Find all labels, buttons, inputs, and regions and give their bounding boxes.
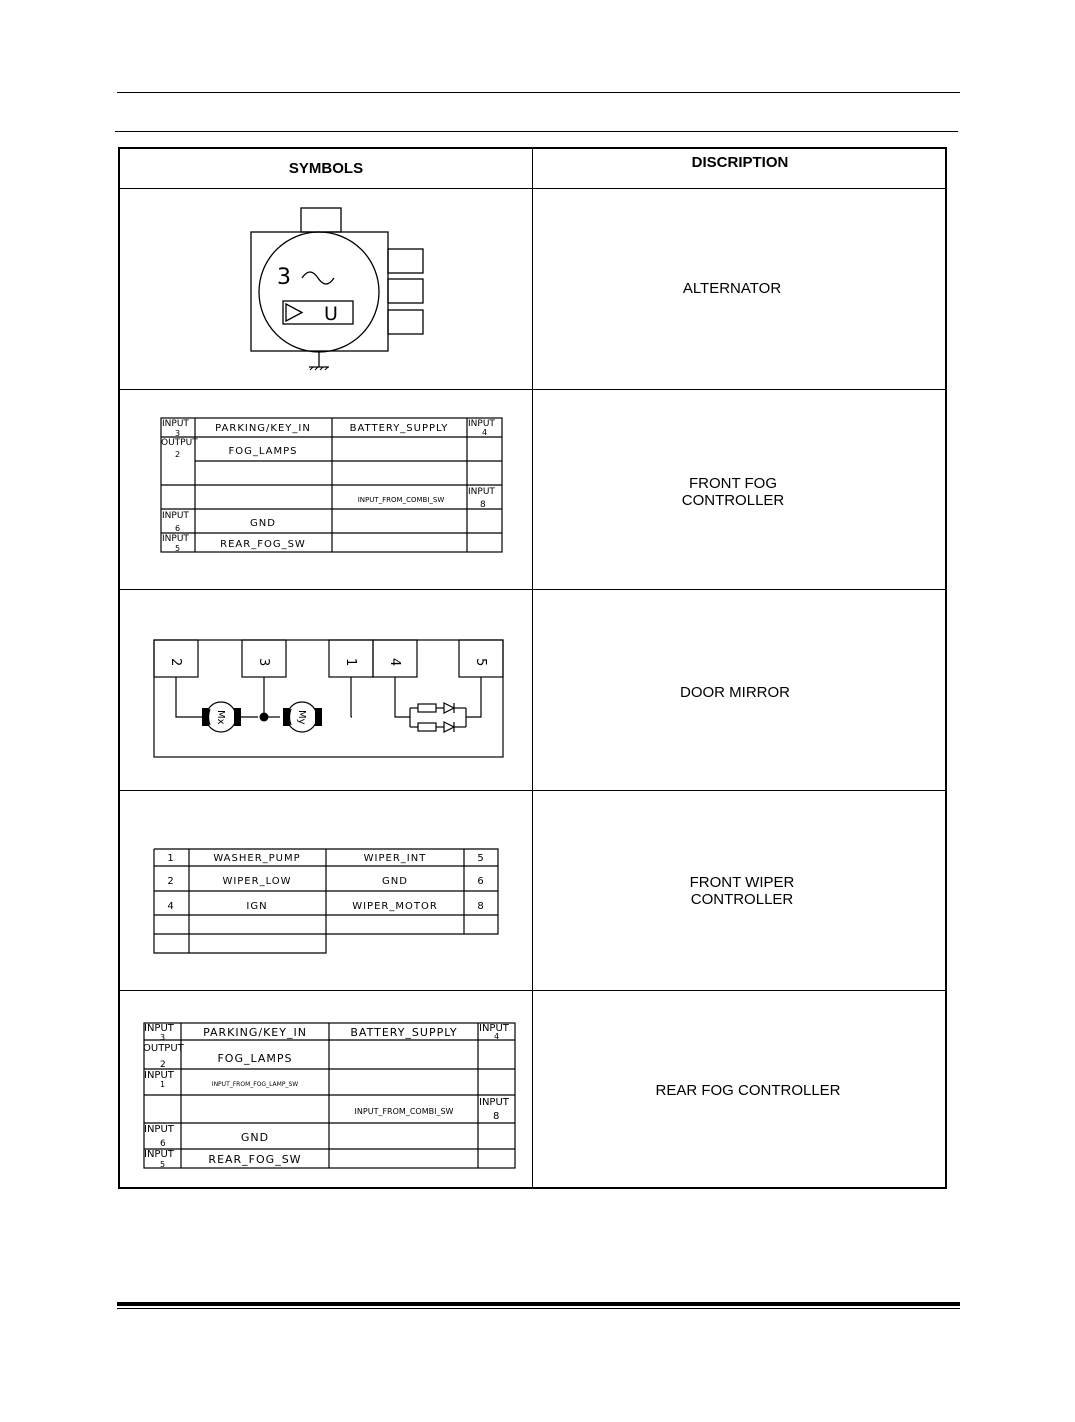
ac-wave-icon	[302, 272, 334, 284]
rfc-pin-number: 2	[160, 1060, 166, 1070]
ffc-pin-number: 3	[175, 429, 181, 438]
fwc-label-right: WIPER_INT	[363, 853, 427, 864]
rfc-pin-number: 6	[160, 1139, 166, 1149]
fwc-pin-right: 6	[477, 876, 485, 887]
rfc-label-combi: INPUT_FROM_COMBI_SW	[354, 1107, 454, 1116]
terminal-label: 2	[168, 658, 183, 667]
fwc-label-right: GND	[382, 876, 408, 887]
alternator-circle	[259, 232, 379, 352]
fwc-label-left: WIPER_LOW	[222, 876, 292, 887]
motor-brush	[315, 708, 322, 726]
fwc-pin-left: 2	[167, 876, 175, 887]
rfc-label-rear-fog-sw: REAR_FOG_SW	[208, 1153, 302, 1166]
row-divider	[120, 589, 945, 590]
ffc-pin-input4: INPUT	[468, 419, 495, 429]
ffc-pin-input6: INPUT	[162, 511, 189, 521]
ffc-label-combi: INPUT_FROM_COMBI_SW	[357, 496, 445, 504]
regulator-box	[283, 301, 353, 324]
fwc-label-left: WASHER_PUMP	[213, 853, 301, 864]
junction-dot	[260, 713, 269, 722]
alternator-body	[251, 232, 388, 351]
fwc-pin-left: 1	[167, 853, 175, 864]
rfc-pin-number: 1	[160, 1080, 166, 1089]
rear-fog-controller-symbol	[138, 1019, 518, 1174]
terminal-label: 5	[473, 658, 488, 667]
top-rule	[117, 92, 960, 93]
ffc-pin-number: 4	[482, 428, 488, 437]
ffc-label-parking: PARKING/KEY_IN	[215, 423, 311, 434]
phase-label: 3	[277, 265, 291, 290]
regulator-triangle-icon	[286, 304, 302, 321]
footer-rule-thick	[117, 1302, 960, 1306]
front-fog-controller-description: FRONT FOG CONTROLLER	[681, 475, 785, 509]
ffc-pin-number: 2	[175, 450, 181, 459]
lamp-resistor-icon	[418, 704, 436, 712]
rfc-label-fog-lamps: FOG_LAMPS	[217, 1052, 293, 1065]
front-fog-controller-symbol	[155, 414, 515, 559]
terminal-label: 3	[256, 658, 271, 667]
alternator-terminal	[388, 310, 423, 334]
rfc-pin-number: 5	[160, 1160, 166, 1169]
alternator-terminal	[388, 249, 423, 273]
ffc-pin-input5: INPUT	[162, 534, 189, 544]
rfc-pin-input4: INPUT	[479, 1023, 509, 1034]
motor-brush	[234, 708, 241, 726]
motor-mx-label: Mx	[215, 710, 226, 725]
alternator-terminal	[388, 279, 423, 303]
front-wiper-controller-symbol	[150, 846, 505, 958]
fwc-label-left: IGN	[246, 901, 268, 912]
alternator-top-terminal	[301, 208, 341, 232]
ffc-label-battery: BATTERY_SUPPLY	[349, 423, 449, 434]
diode-icon	[444, 703, 454, 713]
fwc-label-right: WIPER_MOTOR	[352, 901, 438, 912]
alternator-symbol	[240, 200, 440, 380]
regulator-label: U	[324, 303, 338, 325]
ffc-pin-input3: INPUT	[162, 419, 189, 429]
front-wiper-controller-description: FRONT WIPER CONTROLLER	[689, 874, 795, 908]
row-divider	[120, 389, 945, 390]
door-mirror-description: DOOR MIRROR	[680, 684, 790, 701]
lamp-resistor-icon	[418, 723, 436, 731]
terminal-label: 1	[343, 658, 358, 667]
rfc-label-parking: PARKING/KEY_IN	[203, 1026, 307, 1039]
rfc-pin-number: 4	[494, 1032, 500, 1041]
rfc-pin-input1: INPUT	[144, 1070, 174, 1081]
ffc-label-gnd: GND	[250, 518, 276, 529]
door-mirror-symbol	[150, 636, 510, 762]
rfc-label-gnd: GND	[240, 1131, 270, 1144]
motor-brush	[202, 708, 209, 726]
ffc-pin-input8: INPUT	[468, 487, 495, 497]
ffc-label-rear-fog-sw: REAR_FOG_SW	[220, 539, 306, 550]
terminal-label: 4	[387, 658, 402, 667]
row-divider	[120, 790, 945, 791]
header-rule	[115, 131, 958, 132]
footer-rule-thin	[117, 1308, 960, 1309]
ffc-pin-number: 6	[175, 524, 181, 533]
diode-icon	[444, 722, 454, 732]
ffc-pin-number: 8	[480, 500, 486, 510]
motor-my-label: My	[296, 710, 307, 725]
rfc-pin-output2: OUTPUT	[143, 1043, 184, 1054]
rfc-pin-number: 8	[493, 1111, 500, 1122]
fwc-pin-left: 4	[167, 901, 175, 912]
column-divider	[532, 149, 533, 1187]
rfc-label-battery: BATTERY_SUPPLY	[350, 1026, 458, 1039]
description-header: DISCRIPTION	[691, 154, 789, 171]
alternator-description: ALTERNATOR	[682, 280, 782, 297]
rfc-label-fog-lamp-sw: INPUT_FROM_FOG_LAMP_SW	[211, 1081, 299, 1088]
row-divider	[120, 188, 945, 189]
rfc-pin-input3: INPUT	[144, 1023, 174, 1034]
row-divider	[120, 990, 945, 991]
motor-brush	[283, 708, 290, 726]
fwc-pin-right: 5	[477, 853, 485, 864]
ffc-label-fog-lamps: FOG_LAMPS	[228, 446, 298, 457]
symbols-header: SYMBOLS	[288, 160, 364, 177]
rfc-pin-input5: INPUT	[144, 1149, 174, 1160]
rear-fog-controller-description: REAR FOG CONTROLLER	[655, 1082, 841, 1099]
ffc-pin-number: 5	[175, 544, 181, 553]
ffc-pin-output2: OUTPUT	[161, 438, 198, 448]
rfc-pin-number: 3	[160, 1033, 166, 1042]
fwc-pin-right: 8	[477, 901, 485, 912]
rfc-pin-input8: INPUT	[479, 1097, 509, 1108]
rfc-pin-input6: INPUT	[144, 1124, 174, 1135]
